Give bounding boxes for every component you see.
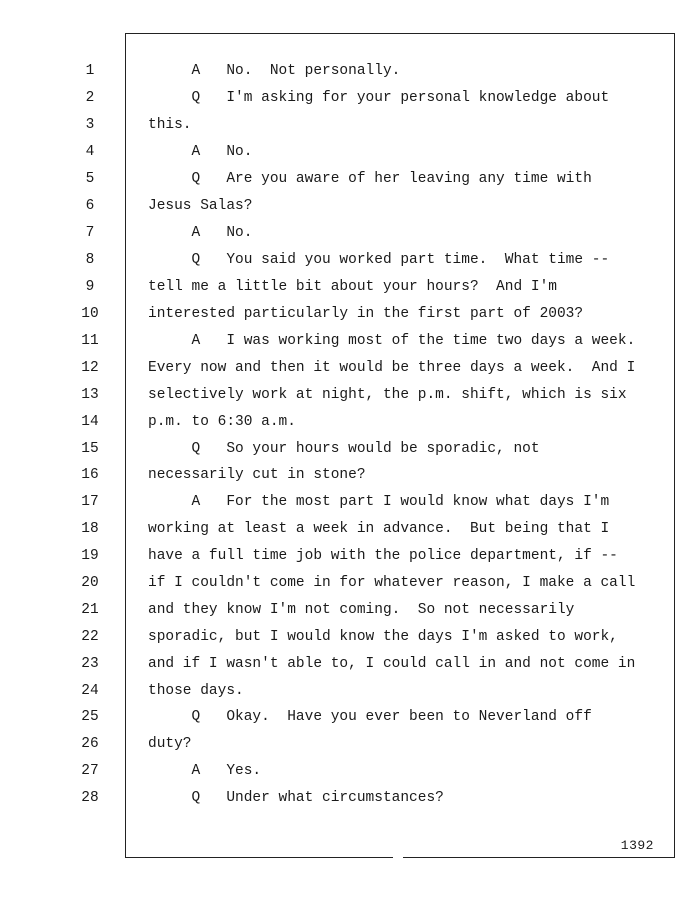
- transcript-line: A I was working most of the time two days a week.: [148, 333, 636, 349]
- transcript-line: A Yes.: [148, 763, 262, 779]
- line-number: 14: [81, 414, 99, 430]
- transcript-line: Q Under what circumstances?: [148, 790, 444, 806]
- transcript-line: A No.: [148, 144, 253, 160]
- line-number: 22: [81, 629, 99, 645]
- transcript-line: p.m. to 6:30 a.m.: [148, 414, 296, 430]
- transcript-line: Q Okay. Have you ever been to Neverland off: [148, 709, 592, 725]
- line-number: 19: [81, 548, 99, 564]
- line-number: 24: [81, 683, 99, 699]
- transcript-line: Every now and then it would be three days a week. And I: [148, 360, 636, 376]
- transcript-line: A No.: [148, 225, 253, 241]
- line-number: 1: [85, 63, 95, 79]
- line-number: 20: [81, 575, 99, 591]
- bottom-rule-right: [403, 857, 675, 858]
- transcript-line: if I couldn't come in for whatever reason, I make a call: [148, 575, 636, 591]
- line-number: 26: [81, 736, 99, 752]
- transcript-line: Q You said you worked part time. What time --: [148, 252, 610, 268]
- transcript-line: Jesus Salas?: [148, 198, 253, 214]
- line-number: 4: [85, 144, 95, 160]
- line-number: 2: [85, 90, 95, 106]
- line-number: 28: [81, 790, 99, 806]
- transcript-line: this.: [148, 117, 192, 133]
- line-number: 16: [81, 467, 99, 483]
- transcript-line: interested particularly in the first part of 2003?: [148, 306, 584, 322]
- transcript-line: A No. Not personally.: [148, 63, 401, 79]
- transcript-line: working at least a week in advance. But being that I: [148, 521, 610, 537]
- transcript-line: necessarily cut in stone?: [148, 467, 366, 483]
- line-number: 13: [81, 387, 99, 403]
- line-number: 7: [85, 225, 95, 241]
- line-number: 12: [81, 360, 99, 376]
- line-number: 6: [85, 198, 95, 214]
- transcript-line: Q Are you aware of her leaving any time with: [148, 171, 592, 187]
- line-number: 18: [81, 521, 99, 537]
- page-number: 1392: [620, 838, 654, 853]
- line-number: 10: [81, 306, 99, 322]
- transcript-line: sporadic, but I would know the days I'm asked to work,: [148, 629, 618, 645]
- line-number: 3: [85, 117, 95, 133]
- transcript-line: tell me a little bit about your hours? And I'm: [148, 279, 557, 295]
- transcript-line: and if I wasn't able to, I could call in and not come in: [148, 656, 636, 672]
- transcript-line: duty?: [148, 736, 192, 752]
- transcript-line: those days.: [148, 683, 244, 699]
- transcript-line: A For the most part I would know what days I'm: [148, 494, 610, 510]
- transcript-line: selectively work at night, the p.m. shift, which is six: [148, 387, 627, 403]
- line-number: 21: [81, 602, 99, 618]
- transcript-line: Q I'm asking for your personal knowledge about: [148, 90, 610, 106]
- line-number: 8: [85, 252, 95, 268]
- transcript-line: and they know I'm not coming. So not necessarily: [148, 602, 575, 618]
- line-number: 25: [81, 709, 99, 725]
- line-number: 23: [81, 656, 99, 672]
- line-number: 15: [81, 441, 99, 457]
- line-number: 17: [81, 494, 99, 510]
- transcript-line: have a full time job with the police department, if --: [148, 548, 618, 564]
- transcript-line: Q So your hours would be sporadic, not: [148, 441, 540, 457]
- bottom-rule-left: [125, 857, 393, 858]
- line-number: 5: [85, 171, 95, 187]
- line-number: 9: [85, 279, 95, 295]
- line-number: 11: [81, 333, 99, 349]
- line-number: 27: [81, 763, 99, 779]
